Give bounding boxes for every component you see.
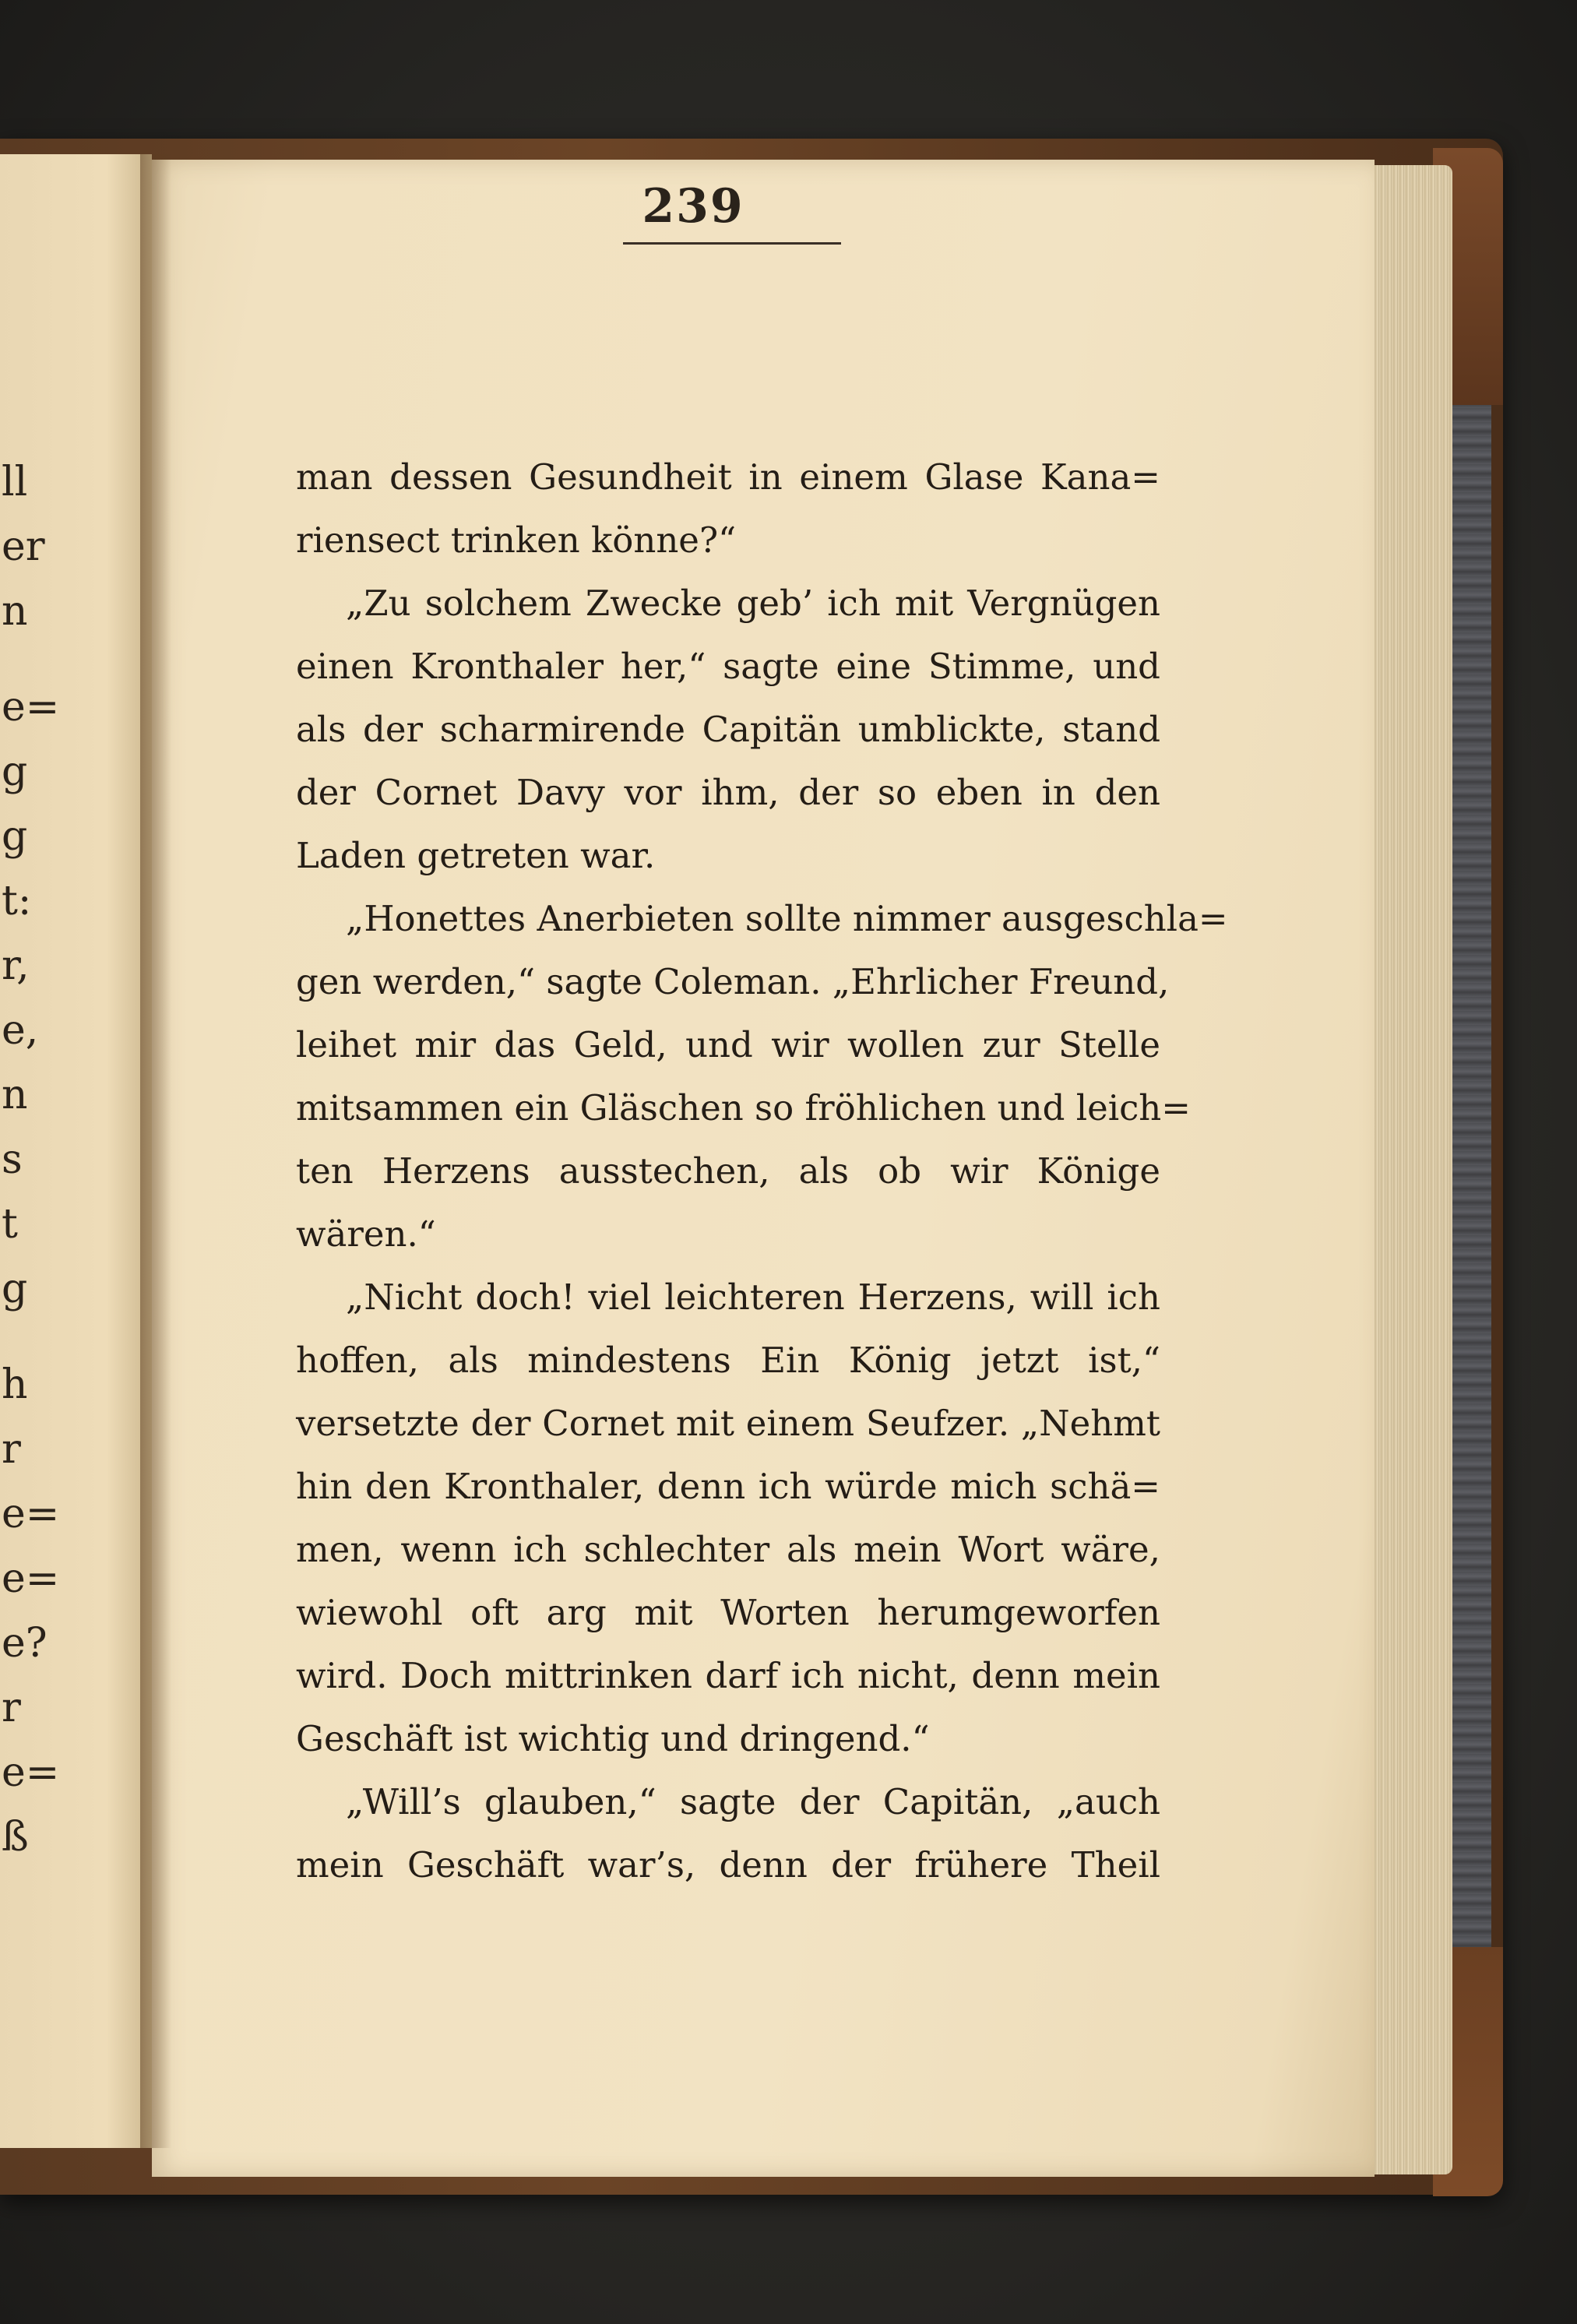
left-page-fragment: e= [2,1491,60,1537]
left-page-fragment: r [2,1685,21,1731]
text-line: mitsammen ein Gläschen so fröhlichen und leich= [296,1087,1191,1129]
text-line: Laden getreten war. [296,835,656,876]
text-line: „Zu solchem Zwecke geb’ ich mit Vergnügen [346,583,1160,624]
left-page-fragment: r, [2,942,30,989]
text-line: der Cornet Davy vor ihm, der so eben in den [296,772,1160,813]
text-line: leihet mir das Geld, und wir wollen zur Stelle [296,1024,1160,1065]
left-page-fragments [0,154,60,2148]
text-line: „Will’s glauben,“ sagte der Capitän, „auch [346,1781,1160,1822]
text-line: wiewohl oft arg mit Worten herumgeworfen [296,1592,1160,1633]
text-line: hoffen, als mindestens Ein König jetzt ist,“ [296,1340,1160,1381]
page-number: 239 [642,179,744,234]
body-text [296,445,1228,1896]
text-line: als der scharmirende Capitän umblickte, stand [296,709,1160,750]
text-line: wären.“ [296,1213,436,1255]
left-page-fragment: r [2,1426,21,1473]
text-line: wird. Doch mittrinken darf ich nicht, denn mein [296,1655,1160,1696]
left-page-fragment: s [2,1136,23,1183]
left-page-fragment: t [2,1201,18,1248]
text-line: riensect trinken könne?“ [296,519,737,561]
header-rule [623,242,841,245]
left-page-fragment: g [2,1266,28,1312]
text-line: „Nicht doch! viel leichteren Herzens, will ich [346,1276,1160,1318]
text-line: men, wenn ich schlechter als mein Wort wäre, [296,1529,1160,1570]
text-line: ten Herzens ausstechen, als ob wir Könige [296,1150,1160,1192]
text-line: mein Geschäft war’s, denn der frühere Theil [296,1844,1160,1886]
left-page [0,154,152,2148]
text-line: Geschäft ist wichtig und dringend.“ [296,1718,930,1759]
text-line: man dessen Gesundheit in einem Glase Kana= [296,456,1160,498]
left-page-fragment: e= [2,1555,60,1602]
left-page-fragment: g [2,813,28,860]
left-page-fragment: g [2,748,28,795]
left-page-fragment: ß [2,1814,29,1861]
text-line: hin den Kronthaler, denn ich würde mich schä= [296,1466,1160,1507]
left-page-fragment: n [2,588,28,635]
text-line: gen werden,“ sagte Coleman. „Ehrlicher Freund, [296,961,1170,1002]
left-page-fragment: er [2,523,45,570]
left-page-fragment: n [2,1072,28,1118]
left-page-fragment: e, [2,1007,39,1054]
left-page-fragment: ll [2,459,28,505]
page-edges [1367,165,1452,2174]
left-page-fragment: e= [2,684,60,731]
left-page-fragment: e= [2,1749,60,1796]
text-line: versetzte der Cornet mit einem Seufzer. „Nehmt [296,1403,1160,1444]
left-page-fragment: e? [2,1620,48,1667]
left-page-fragment: h [2,1361,28,1408]
gutter-shadow [140,154,171,2148]
text-line: einen Kronthaler her,“ sagte eine Stimme, und [296,646,1160,687]
text-line: „Honettes Anerbieten sollte nimmer ausgeschla= [346,898,1228,939]
left-page-fragment: t: [2,878,32,924]
